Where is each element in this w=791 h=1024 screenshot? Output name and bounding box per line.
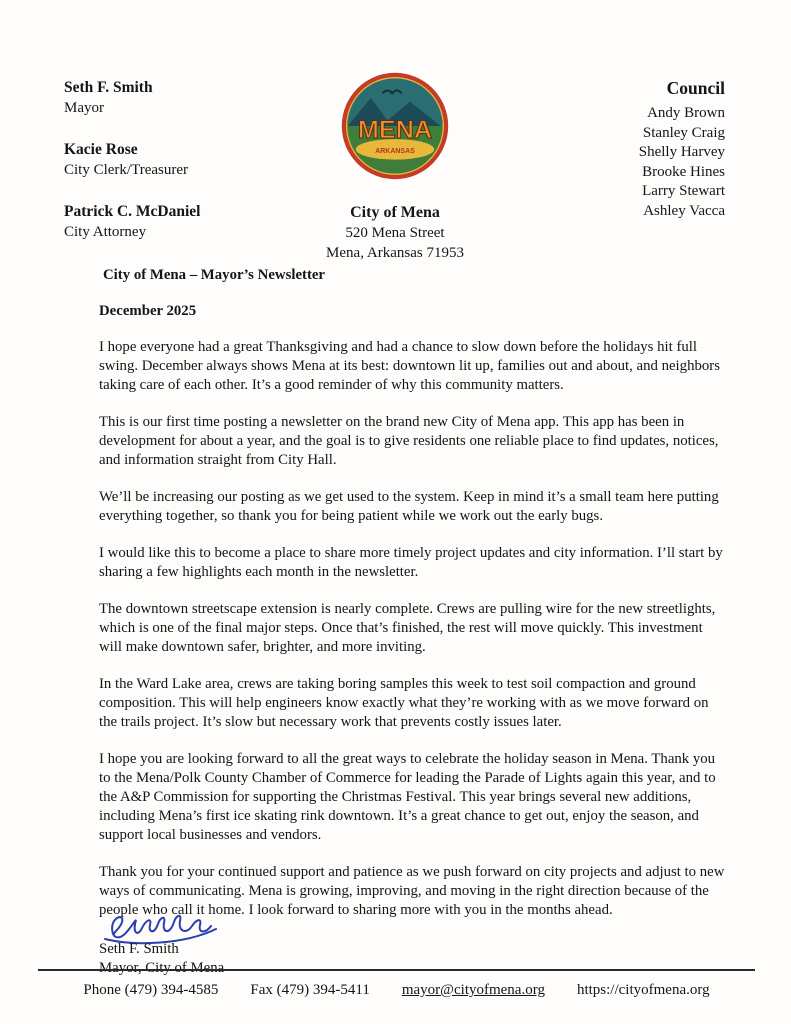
footer-divider [38,969,755,971]
council-heading: Council [666,78,725,98]
email-link[interactable]: mayor@cityofmena.org [401,982,545,998]
official-name: Patrick C. McDaniel [64,203,201,220]
newsletter-paragraph: I hope you are looking forward to all the great ways to celebrate the holiday season in Mena. Thank you to the Mena/Polk County Chamber of Commerce for leading the Parade of Lights again this year, and to the A&P Commission for supporting the Christmas Festival. This year brings several new additions, including Mena’s first ice skating rink downtown. It’s a great chance to get out, enjoy the season, and support local businesses and vendors. [99,751,716,843]
official-title: Mayor [64,100,104,116]
signature-printed-name: Seth F. Smith [99,941,179,957]
org-name: City of Mena [350,204,440,221]
council-member: Ashley Vacca [643,202,725,219]
footer-fax: Fax (479) 394-5411 [250,982,370,998]
official-mayor [64,78,200,118]
official-title: City Clerk/Treasurer [64,162,189,178]
signature-printed-title: Mayor, City of Mena [99,960,225,976]
council-member: Shelly Harvey [638,144,725,160]
logo-subtext: ARKANSAS [375,148,415,156]
official-name: Seth F. Smith [64,79,153,96]
council-list [639,76,725,221]
newsletter-date: December 2025 [99,303,197,319]
council-member: Andy Brown [647,105,725,121]
letterhead-center [250,70,540,263]
newsletter-paragraph: This is our first time posting a newsletter on the brand new City of Mena app. This app has been in development for about a year, and the goal is to give residents one reliable place to find updates, notices, and information straight from City Hall. [99,414,719,468]
city-seal-logo [339,70,451,182]
newsletter-paragraph: The downtown streetscape extension is nearly complete. Crews are pulling wire for the new streetlights, which is one of the final major steps. Once that’s finished, the rest will move quickly. This investment will make downtown safer, brighter, and more inviting. [99,601,716,655]
logo-word: MENA [357,116,433,145]
website-link: https://cityofmena.org [576,982,710,998]
council-member: Brooke Hines [642,163,725,180]
org-address-line1: 520 Mena Street [345,225,445,241]
official-title: City Attorney [64,224,147,240]
newsletter-title: City of Mena – Mayor’s Newsletter [103,267,326,283]
letter-body [99,266,729,978]
official-clerk [64,140,200,180]
official-name: Kacie Rose [64,141,138,158]
newsletter-paragraph: I would like this to become a place to share more timely project updates and city information. I’ll start by sharing a few highlights each month in the newsletter. [99,545,723,580]
newsletter-paragraph: In the Ward Lake area, crews are taking boring samples this week to test soil compaction and ground composition. This will help engineers know exactly what they’re working with as we move forward on the trails project. It’s slow but necessary work that prevents costly issues later. [99,676,709,730]
newsletter-paragraph: We’ll be increasing our posting as we get used to the system. Keep in mind it’s a small team here putting everything together, so thank you for being patient while we work out the early bugs. [99,489,719,524]
newsletter-paragraph: I hope everyone had a great Thanksgiving and had a chance to slow down before the holidays hit full swing. December always shows Mena at its best: downtown lit up, families out and about, and neighbors taking care of each other. It’s a good reminder of why this community matters. [99,339,720,393]
officials-list [64,78,200,264]
council-member: Stanley Craig [642,124,725,141]
org-address-line2: Mena, Arkansas 71953 [326,245,464,261]
official-attorney [64,202,200,242]
newsletter-paragraph: Thank you for your continued support and patience as we push forward on city projects and adjust to new ways of communicating. Mena is growing, improving, and moving in the right direction because of the people who call it home. I look forward to sharing more with you in the months ahead. [99,864,725,918]
footer-phone: Phone (479) 394-4585 [83,982,219,998]
council-member: Larry Stewart [642,183,725,199]
footer-contact-bar [38,982,755,999]
